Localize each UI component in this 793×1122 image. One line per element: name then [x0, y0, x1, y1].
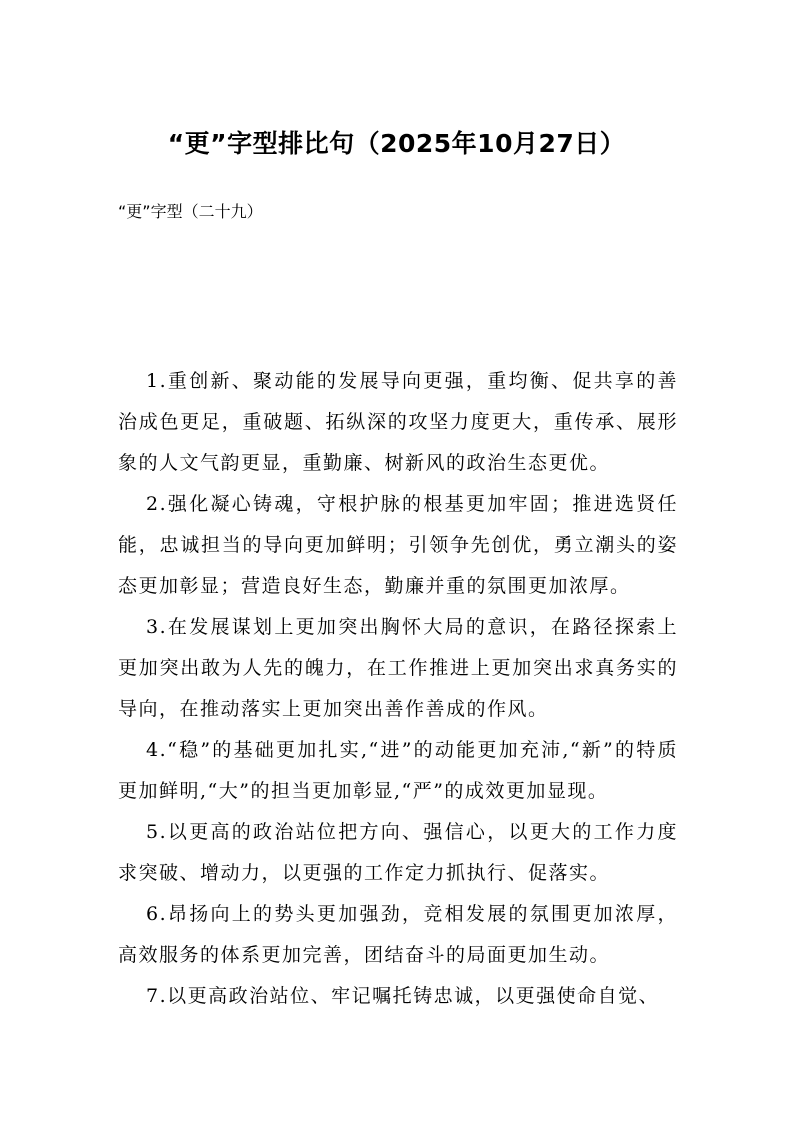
- document-subtitle: “更”字型（二十九）: [118, 202, 263, 221]
- list-item: 1.重创新、聚动能的发展导向更强，重均衡、促共享的善治成色更足，重破题、拓纵深的攻坚力度更大，重传承、展形象的人文气韵更显，重勤廉、树新风的政治生态更优。: [118, 370, 678, 474]
- sentence-list: [118, 361, 678, 1017]
- list-item: 4.“稳”的基础更加扎实,“进”的动能更加充沛,“新”的特质更加鲜明,“大”的担当更加彰显,“严”的成效更加显现。: [118, 739, 678, 802]
- list-item: 7.以更高政治站位、牢记嘱托铸忠诚，以更强使命自觉、: [146, 985, 660, 1007]
- list-item: 6.昂扬向上的势头更加强劲，竞相发展的氛围更加浓厚，高效服务的体系更加完善，团结奋斗的局面更加生动。: [118, 903, 678, 966]
- document-title: “更”字型排比句（2025年10月27日）: [167, 129, 626, 158]
- list-item: 2.强化凝心铸魂，守根护脉的根基更加牢固；推进选贤任能，忠诚担当的导向更加鲜明；引领争先创优，勇立潮头的姿态更加彰显；营造良好生态，勤廉并重的氛围更加浓厚。: [118, 493, 678, 597]
- list-item: 5.以更高的政治站位把方向、强信心，以更大的工作力度求突破、增动力，以更强的工作定力抓执行、促落实。: [118, 821, 678, 884]
- list-item: 3.在发展谋划上更加突出胸怀大局的意识，在路径探索上更加突出敢为人先的魄力，在工作推进上更加突出求真务实的导向，在推动落实上更加突出善作善成的作风。: [118, 616, 678, 720]
